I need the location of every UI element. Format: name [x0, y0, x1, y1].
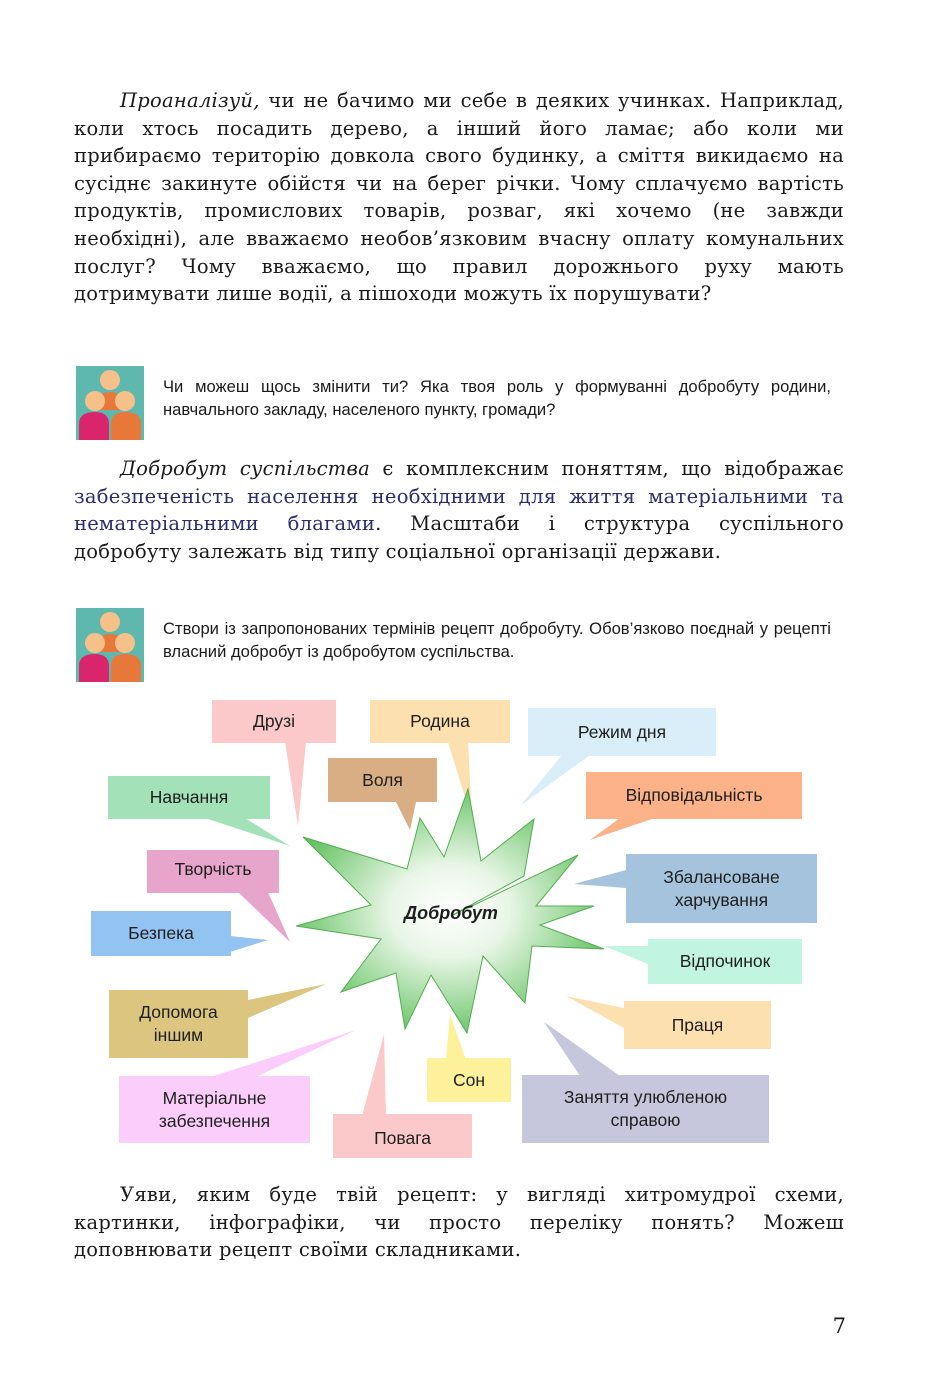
task-recipe-text: Створи із запропонованих термінів рецепт добробуту. Обов’язково поєднай у рецепті власний добробут із добробутом суспільства.	[163, 619, 831, 661]
bubble-bezpeka: Безпека	[91, 911, 231, 956]
definition-text-before: є комплексним поняттям, що відображає	[369, 457, 844, 480]
bubble-navchannia: Навчання	[108, 776, 270, 819]
bubble-dopomoga-inshym: Допомога іншим	[109, 990, 248, 1058]
bubble-son: Сон	[427, 1058, 511, 1102]
task-question-text: Чи можеш щось змінити ти? Яка твоя роль у формуванні добробуту родини, навчального закладу, населеного пункту, громади?	[163, 377, 831, 419]
definition-text-after: . Масштаби і структура суспільного добробуту залежать від типу соціальної організації держави.	[74, 512, 844, 563]
bubble-pratsia: Праця	[624, 1001, 771, 1049]
bubble-volia: Воля	[328, 758, 437, 802]
bubble-vidpochynok: Відпочинок	[648, 939, 802, 984]
bubble-zbalansovane-kharchuvannia: Збалансоване харчування	[626, 854, 817, 923]
group-work-icon	[76, 608, 144, 682]
group-work-icon	[76, 366, 144, 440]
page-number: 7	[832, 1314, 846, 1338]
tail-tvorchist	[238, 892, 290, 942]
tail-druzi	[285, 742, 306, 826]
diagram-center-label: Добробут	[404, 903, 498, 923]
italic-lead-analyze: Проаналізуй,	[120, 89, 260, 112]
tail-navchannia	[205, 818, 290, 846]
tail-dopomoga	[248, 984, 326, 1018]
bubble-rodyna: Родина	[370, 700, 510, 743]
definition-highlight: забезпеченість населення необхідними для життя матеріальними та нематеріальними благами	[74, 484, 844, 536]
tail-rezhym	[520, 755, 590, 806]
bubble-druzi: Друзі	[212, 700, 336, 743]
tail-pratsia	[566, 996, 624, 1028]
paragraph-definition	[74, 455, 844, 565]
tail-vidpochynok	[604, 946, 648, 964]
italic-lead-welfare: Добробут суспільства	[120, 457, 370, 480]
tail-bezpeka	[230, 936, 268, 952]
bubble-rezhym-dnia: Режим дня	[528, 708, 716, 756]
paragraph-analysis	[74, 87, 844, 308]
bubble-vidpovidalnist: Відповідальність	[586, 772, 802, 819]
tail-kharchuvannia	[574, 870, 626, 888]
tail-volia	[396, 802, 416, 830]
bubble-povaga: Повага	[333, 1114, 472, 1158]
bubble-zaniattia-ulublenoiu-spravoiu: Заняття улюбленою справою	[522, 1075, 769, 1143]
bubble-materialne-zabezpechennia: Матеріальне забезпечення	[119, 1076, 310, 1143]
tail-vidpovidalnist	[590, 818, 655, 840]
tail-zaniattia	[544, 1022, 620, 1076]
paragraph-analysis-text: чи не бачимо ми себе в деяких учинках. Наприклад, коли хтось посадить дерево, а інший його ламає; або коли ми прибираємо територію довкола свого будинку, а сміття викидаємо на сусіднє закинуте обійстя чи на берег річки. Чому сплачуємо вартість продуктів, промислових товарів, розваг, які хочемо (не завжди необхідні), але вважаємо необов’язковим вчасну оплату комунальних послуг? Чому вважаємо, що правил дорожнього руху мають дотримувати лише водії, а пішоходи можуть їх порушувати?	[74, 89, 844, 306]
paragraph-imagine: Уяви, яким буде твій рецепт: у вигляді хитромудрої схеми, картинки, інфографіки, чи просто переліку понять? Можеш доповнювати рецепт своїми складниками.	[74, 1183, 844, 1262]
tail-povaga	[362, 1034, 386, 1116]
bubble-tvorchist: Творчість	[147, 850, 279, 893]
